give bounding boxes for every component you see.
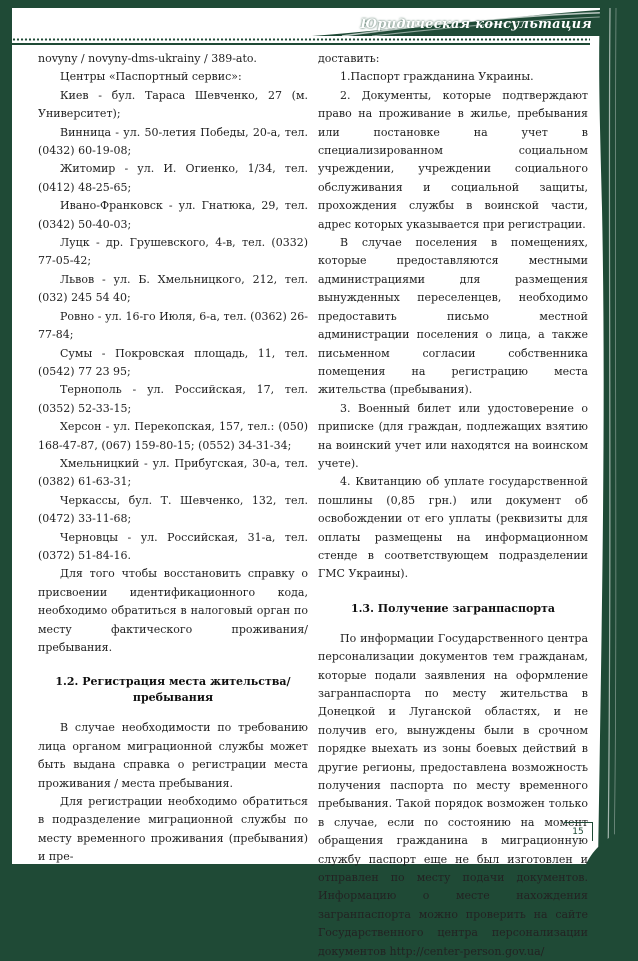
paragraph: Центры «Паспортный сервис»: [60, 70, 242, 84]
paragraph: Киев - бул. Тараса Шевченко, 27 (м. Университет); [38, 88, 308, 121]
header-rule [12, 43, 590, 45]
paragraph: Для того чтобы восстановить справку о присвоении идентификационного кода, необходимо обратиться в налоговый орган по месту фактического проживания/пребывания. [38, 567, 308, 654]
right-paragraphs-after [318, 630, 588, 961]
document-page [12, 8, 626, 958]
paragraph: Черновцы - ул. Российская, 31-а, тел. (0372) 51-84-16. [38, 530, 308, 562]
paragraph: В случае необходимости по требованию лица органом миграционной службы может быть выдана справка о регистрации места проживания / места пребывания. [38, 721, 308, 790]
header-dotted-rule [12, 38, 590, 41]
paragraph: Для регистрации необходимо обратиться в подразделение миграционной службы по месту временного проживания (пребывания) и пре- [38, 795, 308, 864]
left-paragraphs-after [38, 719, 308, 866]
paragraph: Черкассы, бул. Т. Шевченко, 132, тел. (0472) 33-11-68; [38, 493, 308, 526]
paragraph: 1.Паспорт гражданина Украины. [340, 70, 534, 84]
header-title: Юридическая консультация [360, 17, 592, 32]
paragraph: novyny / novyny-dms-ukrainy / 389-ato. [38, 52, 257, 65]
paragraph: Тернополь - ул. Российская, 17, тел. (0352) 52-33-15; [38, 383, 308, 415]
paragraph: В случае поселения в помещениях, которые предоставляются местными администрациями для размещения вынужденных переселенцев, необходимо предоставить письмо местной администрации поселения о лица, а также письменном согласии собственника помещения на регистрацию места жительства (пребывания). [318, 236, 588, 397]
paragraph: 3. Военный билет или удостоверение о приписке (для граждан, подлежащих взятию на воинский учет или находятся на воинском учете). [318, 401, 588, 470]
paragraph: Херсон - ул. Перекопская, 157, тел.: (050) 168-47-87, (067) 159-80-15; (0552) 34-31-34; [38, 420, 308, 452]
right-column [318, 50, 588, 961]
paragraph: Винница - ул. 50-летия Победы, 20-а, тел. (0432) 60-19-08; [38, 125, 308, 158]
paragraph: Ивано-Франковск - ул. Гнатюка, 29, тел. (0342) 50-40-03; [38, 199, 308, 231]
side-decoration [586, 8, 626, 864]
paragraph: Сумы - Покровская площадь, 11, тел. (0542) 77 23 95; [38, 346, 308, 378]
section-title-1-3: 1.3. Получение загранпаспорта [350, 601, 556, 615]
page-number: 15 [564, 822, 593, 841]
paragraph: По информации Государственного центра персонализации документов тем гражданам, которые подали заявления на оформление загранпаспорта по месту жительства в Донецкой и Луганской областях, и не получив его, вынуждены были в срочном порядке выехать из зоны боевых действий в другие регионы, предоставлена возможность получения паспорта по месту временного пребывания. Такой порядок возможен только в случае, если по состоянию на момент обращения гражданина в миграционную службу паспорт еще не был изготовлен и отправлен по месту подачи документов. Информацию о месте нахождения загранпаспорта можно проверить на сайте Государственного центра персонализации документов http://center-person.gov.ua/ [318, 631, 588, 958]
paragraph: 2. Документы, которые подтверждают право на проживание в жилье, пребывания или постановке на учет в специализированном социальном учреждении, учреждении социального обслуживания и социальной защиты, прохождения службы в воинской части, адрес которых указывается при регистрации. [318, 88, 588, 231]
left-column [38, 50, 308, 867]
paragraph: Житомир - ул. И. Огиенко, 1/34, тел. (0412) 48-25-65; [38, 162, 308, 194]
paragraph: Хмельницкий - ул. Прибугская, 30-а, тел. (0382) 61-63-31; [38, 456, 308, 489]
paragraph: Львов - ул. Б. Хмельницкого, 212, тел. (032) 245 54 40; [38, 272, 308, 305]
paragraph: Ровно - ул. 16-го Июля, 6-а, тел. (0362) 26-77-84; [38, 309, 308, 342]
paragraph: доставить: [318, 52, 380, 65]
right-paragraphs [318, 50, 588, 584]
section-title-1-2: 1.2. Регистрация места жительства/пребывания [55, 675, 291, 705]
paragraph: 4. Квитанцию об уплате государственной пошлины (0,85 грн.) или документ об освобождении от его уплаты (реквизиты для оплаты размещены на информационном стенде в соответствующем подразделении ГМС Украины). [318, 475, 588, 581]
paragraph: Луцк - др. Грушевского, 4-в, тел. (0332) 77-05-42; [38, 236, 308, 268]
left-paragraphs [38, 50, 308, 657]
